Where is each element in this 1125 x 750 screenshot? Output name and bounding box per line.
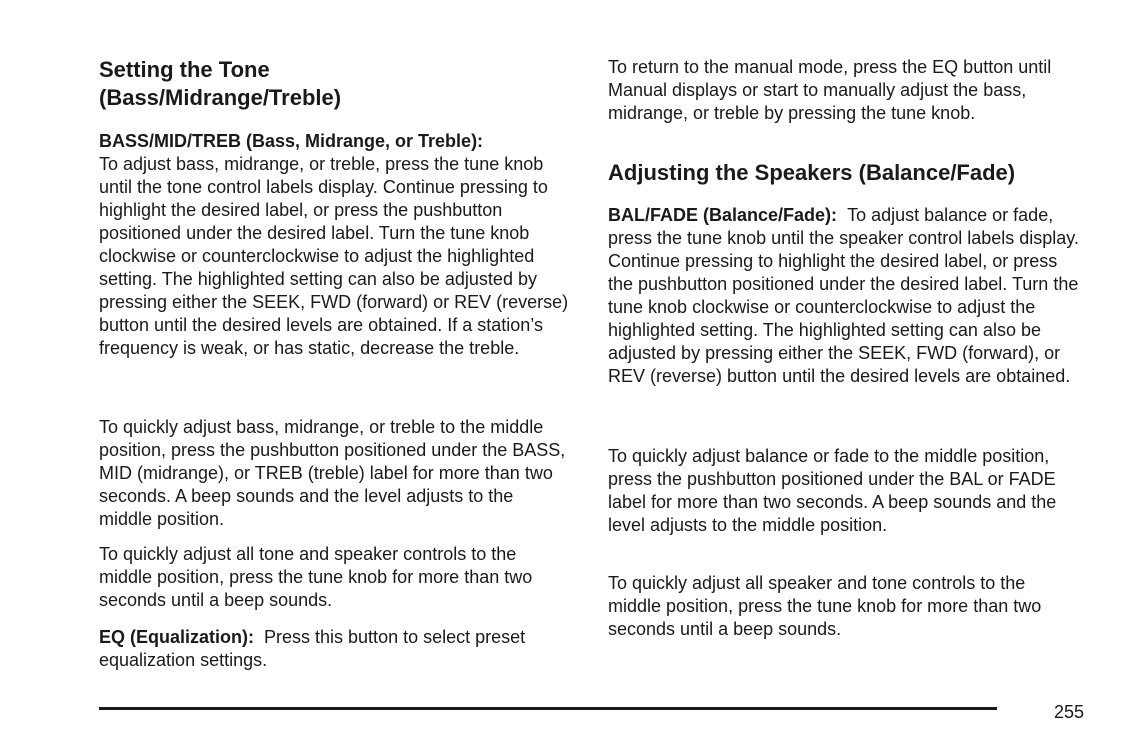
term-bass-mid-treb: BASS/MID/TREB (Bass, Midrange, or Treble): bbox=[99, 131, 484, 151]
body-eq: Press this button to select preset equalization settings. bbox=[99, 627, 526, 670]
term-bal-fade: BAL/FADE (Balance/Fade): bbox=[608, 205, 838, 225]
paragraph-quick-adjust-tone: To quickly adjust bass, midrange, or treble to the middle position, press the pushbutton positioned under the BASS, MID (midrange), or TREB (treble) label for more than two seconds. A beep sounds and the level adjusts to the middle position. bbox=[99, 417, 566, 529]
section-heading-setting-the-tone bbox=[99, 56, 569, 112]
heading-line-1: Setting the Tone bbox=[99, 57, 270, 82]
paragraph-quick-adjust-balance: To quickly adjust balance or fade to the middle position, press the pushbutton positioned under the BAL or FADE label for more than two seconds. A beep sounds and the level adjusts to the middle position. bbox=[608, 446, 1057, 535]
page-number: 255 bbox=[1053, 702, 1084, 722]
footer-rule bbox=[99, 707, 997, 710]
paragraph-eq bbox=[99, 626, 569, 672]
term-eq: EQ (Equalization): bbox=[99, 627, 254, 647]
heading-line-2: (Bass/Midrange/Treble) bbox=[99, 85, 342, 110]
paragraph-quick-adjust-all: To quickly adjust all tone and speaker controls to the middle position, press the tune knob for more than two seconds until a beep sounds. bbox=[99, 544, 533, 610]
body-bal-fade: To adjust balance or fade, press the tune knob until the speaker control labels display. Continue pressing to highlight the desired label, or press the pushbutton positioned under the desired label. Turn the tune knob clockwise or counterclockwise to adjust the highlighted setting. The highlighted setting can also be adjusted by pressing either the SEEK, FWD (forward), or REV (reverse) button until the desired levels are obtained. bbox=[608, 205, 1079, 386]
paragraph-return-manual: To return to the manual mode, press the EQ button until Manual displays or start to manually adjust the bass, midrange, or treble by pressing the tune knob. bbox=[608, 57, 1052, 123]
paragraph-quick-adjust-speaker-tone: To quickly adjust all speaker and tone controls to the middle position, press the tune knob for more than two seconds until a beep sounds. bbox=[608, 573, 1042, 639]
section-heading-adjusting-speakers: Adjusting the Speakers (Balance/Fade) bbox=[608, 160, 1016, 185]
paragraph-bass-mid-treb bbox=[99, 130, 569, 360]
body-bass-mid-treb: To adjust bass, midrange, or treble, press the tune knob until the tone control labels display. Continue pressing to highlight the desired label, or press the pushbutton positioned under the desired label. Turn the tune knob clockwise or counterclockwise to adjust the highlighted setting. The highlighted setting can also be adjusted by pressing either the SEEK, FWD (forward) or REV (reverse) button until the desired levels are obtained. If a station’s frequency is weak, or has static, decrease the treble. bbox=[99, 154, 569, 358]
paragraph-bal-fade bbox=[608, 204, 1080, 388]
